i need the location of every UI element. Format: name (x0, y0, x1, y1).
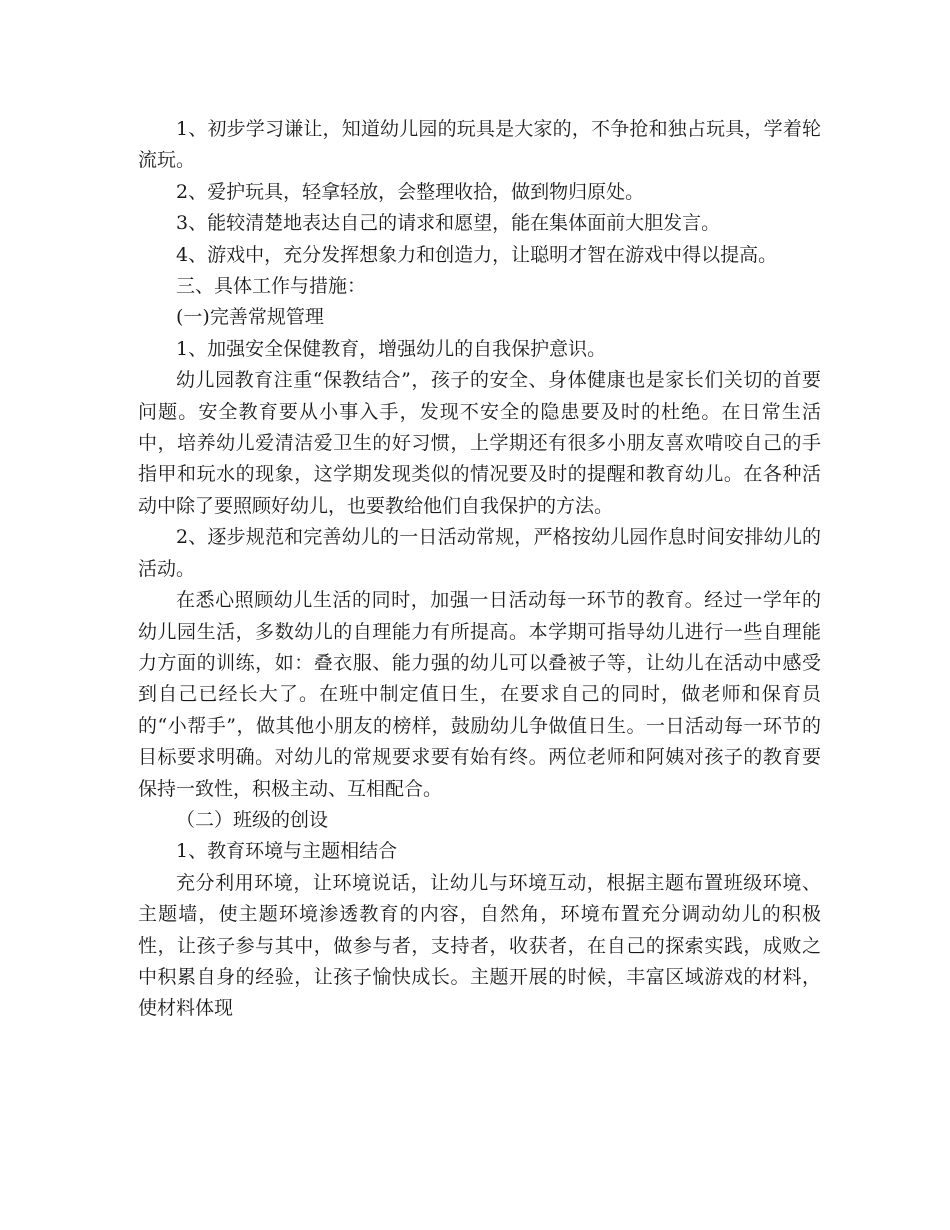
paragraph-goal-2: 2、爱护玩具，轻拿轻放，会整理收拾，做到物归原处。 (176, 180, 645, 203)
paragraph-goal-4: 4、游戏中，充分发挥想象力和创造力，让聪明才智在游戏中得以提高。 (176, 243, 778, 266)
section-heading-measures: 三、具体工作与措施： (176, 275, 367, 298)
paragraph-goal-3: 3、能较清楚地表达自己的请求和愿望，能在集体面前大胆发言。 (176, 212, 721, 235)
paragraph-goal-1: 1、初步学习谦让，知道幼儿园的玩具是大家的，不争抢和独占玩具，学着轮流玩。 (138, 118, 821, 172)
item-heading-daily-routine: 2、逐步规范和完善幼儿的一日活动常规，严格按幼儿园作息时间安排幼儿的活动。 (138, 526, 821, 580)
paragraph-environment: 充分利用环境，让环境说话，让幼儿与环境互动，根据主题布置班级环境、主题墙，使主题环境渗透教育的内容，自然角，环境布置充分调动幼儿的积极性，让孩子参与其中，做参与者，支持者，收获者，在自己的探索实践，成败之中积累自身的经验，让孩子愉快成长。主题开展的时候，丰富区域游戏的材料，使材料体现 (138, 871, 821, 1020)
paragraph-safety: 幼儿园教育注重“保教结合”，孩子的安全、身体健康也是家长们关切的首要问题。安全教育要从小事入手，发现不安全的隐患要及时的杜绝。在日常生活中，培养幼儿爱清洁爱卫生的好习惯，上学期还有很多小朋友喜欢啃咬自己的手指甲和玩水的现象，这学期发现类似的情况要及时的提醒和教育幼儿。在各种活动中除了要照顾好幼儿，也要教给他们自我保护的方法。 (138, 369, 821, 517)
document-body (138, 114, 821, 1025)
item-heading-safety: 1、加强安全保健教育，增强幼儿的自我保护意识。 (176, 337, 607, 360)
item-heading-environment: 1、教育环境与主题相结合 (176, 840, 398, 863)
paragraph-daily-routine: 在悉心照顾幼儿生活的同时，加强一日活动每一环节的教育。经过一学年的幼儿园生活，多数幼儿的自理能力有所提高。本学期可指导幼儿进行一些自理能力方面的训练，如：叠衣服、能力强的幼儿可以叠被子等，让幼儿在活动中感受到自己已经长大了。在班中制定值日生，在要求自己的同时，做老师和保育员的“小帮手”，做其他小朋友的榜样，鼓励幼儿争做值日生。一日活动每一环节的目标要求明确。对幼儿的常规要求要有始有终。两位老师和阿姨对孩子的教育要保持一致性，积极主动、互相配合。 (138, 589, 821, 800)
subsection-heading-routine: (一)完善常规管理 (176, 306, 324, 329)
subsection-heading-class: （二）班级的创设 (176, 808, 329, 831)
